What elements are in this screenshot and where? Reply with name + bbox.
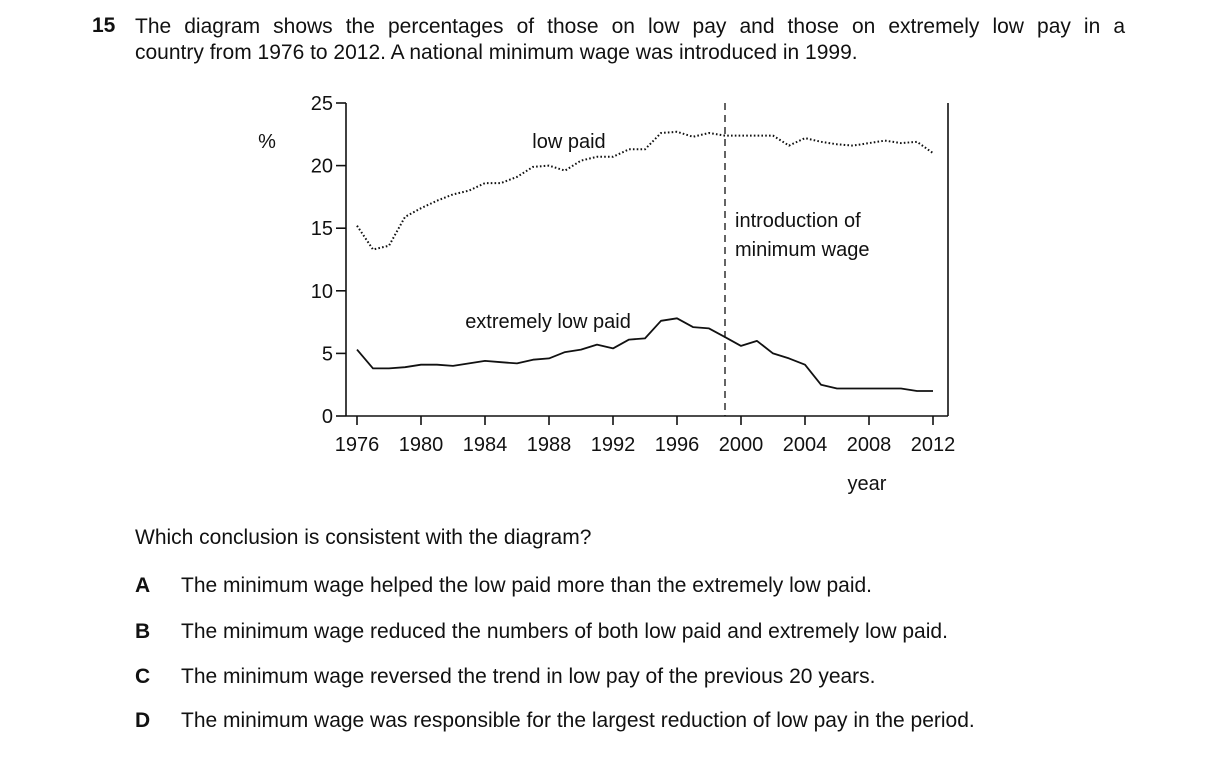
x-tick-label: 2008 — [846, 434, 892, 456]
x-tick-label: 1996 — [654, 434, 700, 456]
chart-labels — [258, 93, 955, 495]
annotation-label-line2: minimum wage — [735, 239, 870, 261]
option-letter: A — [135, 574, 151, 597]
option-d[interactable] — [135, 709, 975, 733]
y-tick-label: 0 — [321, 406, 333, 428]
x-axis-label: year — [847, 473, 887, 495]
option-letter: C — [135, 665, 151, 688]
x-tick-label: 1988 — [526, 434, 572, 456]
option-text: The minimum wage helped the low paid more than the extremely low paid. — [181, 574, 873, 597]
option-text: The minimum wage reversed the trend in low pay of the previous 20 years. — [181, 665, 876, 688]
x-tick-label: 2000 — [718, 434, 764, 456]
stem-line-1: The diagram shows the percentages of those on low pay and those on extremely low pay in a — [135, 15, 1125, 38]
x-tick-label: 1980 — [398, 434, 444, 456]
x-tick-label: 1984 — [462, 434, 508, 456]
option-letter: D — [135, 709, 151, 732]
series-label-extremely-low-paid: extremely low paid — [465, 311, 631, 333]
option-c[interactable] — [135, 665, 876, 689]
x-tick-label: 2004 — [782, 434, 828, 456]
x-tick-label: 2012 — [910, 434, 956, 456]
y-tick-label: 10 — [310, 280, 333, 303]
option-text: The minimum wage was responsible for the largest reduction of low pay in the period. — [181, 709, 975, 732]
x-tick-label: 1992 — [590, 434, 636, 456]
option-b[interactable] — [135, 620, 948, 644]
option-letter: B — [135, 620, 151, 643]
y-tick-label: 5 — [321, 343, 333, 366]
series-label-low-paid: low paid — [532, 131, 606, 153]
y-tick-label: 25 — [310, 93, 333, 115]
y-axis-label: % — [258, 131, 276, 153]
stem-line-2: country from 1976 to 2012. A national minimum wage was introduced in 1999. — [135, 41, 858, 64]
option-a[interactable] — [135, 574, 872, 598]
chart-axes — [336, 103, 948, 425]
option-text: The minimum wage reduced the numbers of both low paid and extremely low paid. — [181, 620, 948, 643]
question-prompt: Which conclusion is consistent with the diagram? — [135, 526, 592, 549]
y-tick-label: 20 — [310, 155, 333, 178]
series-line-extremely-low-paid — [357, 318, 933, 391]
annotation-label-line1: introduction of — [735, 210, 861, 232]
x-tick-label: 1976 — [334, 434, 380, 456]
y-tick-label: 15 — [310, 218, 333, 241]
question-number: 15 — [92, 14, 116, 37]
